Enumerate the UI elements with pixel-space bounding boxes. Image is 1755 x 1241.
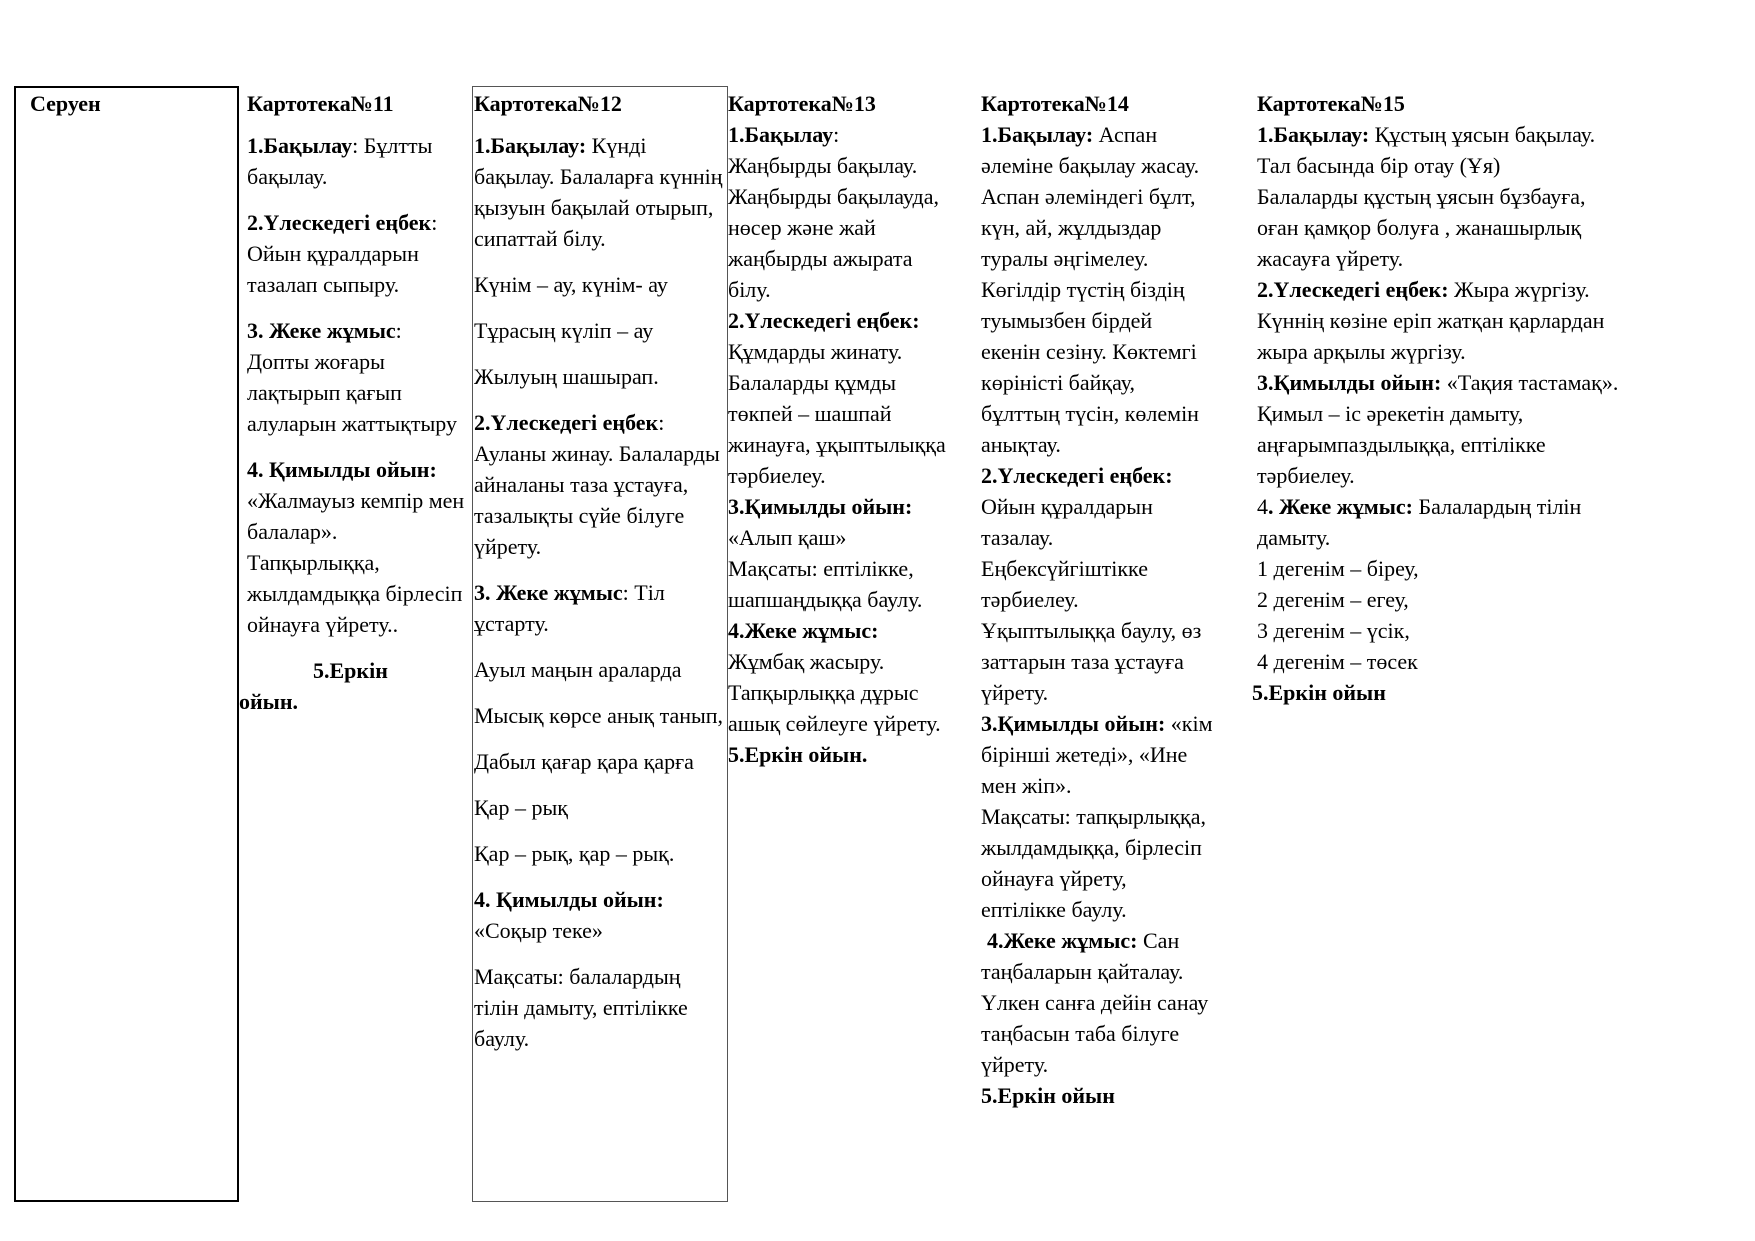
card-line: 2.Үлескедегі еңбек: Жыра жүргізу. — [1257, 277, 1590, 302]
card-line: 5.Еркін ойын — [981, 1083, 1115, 1108]
card-paragraph: 4. Қимылды ойын: «Соқыр теке» — [474, 887, 664, 943]
card-line: аңғарымпаздылыққа, ептілікке — [1257, 432, 1546, 457]
card-paragraph: Мысық көрсе анық танып, — [474, 703, 724, 728]
card-line: нөсер және жай — [728, 215, 876, 240]
card-title: Картотека№12 — [474, 91, 622, 116]
card-line: 4. Жеке жұмыс: Балалардың тілін — [1257, 494, 1582, 519]
card-line: 3.Қимылды ойын: «Тақия тастамақ». — [1257, 370, 1619, 395]
card-line: үйрету. — [981, 680, 1049, 705]
card-paragraph: Тұрасың күліп – ау — [474, 318, 654, 343]
card-line: Күннің көзіне еріп жатқан қарлардан — [1257, 308, 1605, 333]
card-title: Картотека№14 — [981, 91, 1129, 116]
card-line: бірінші жетеді», «Ине — [981, 742, 1188, 767]
card-lines — [981, 119, 1257, 1111]
card-paragraph: Ауыл маңын араларда — [474, 657, 682, 682]
card-line: таңбаларын қайталау. — [981, 959, 1184, 984]
card-11 — [239, 88, 469, 717]
card-line: дамыту. — [1257, 525, 1331, 550]
card-line: 4.Жеке жұмыс: — [728, 618, 879, 643]
card-line: 4.Жеке жұмыс: Сан — [987, 928, 1180, 953]
card-line: туралы әңгімелеу. — [981, 246, 1149, 271]
card-line: 2.Үлескедегі еңбек: — [728, 308, 920, 333]
card-line: Балаларды құстың ұясын бұзбауға, — [1257, 184, 1586, 209]
card-13 — [728, 88, 980, 770]
card-paragraph: Қар – рық — [474, 795, 568, 820]
card-lines — [1252, 119, 1677, 708]
card-line: Құмдарды жинату. — [728, 339, 903, 364]
card-line: туымызбен бірдей — [981, 308, 1153, 333]
card-line: Жаңбырды бақылауда, — [728, 184, 939, 209]
card-14 — [981, 88, 1257, 1111]
card-line: көріністі байқау, — [981, 370, 1136, 395]
card-12 — [474, 88, 728, 1054]
row-header-cell — [14, 86, 239, 1202]
card-line: 1 дегенім – біреу, — [1257, 556, 1419, 581]
card-line: білу. — [728, 277, 771, 302]
card-line: Тал басында бір отау (Ұя) — [1257, 153, 1501, 178]
card-item: 1.Бақылау: Бұлтты бақылау. — [247, 133, 433, 189]
card-line: Үлкен санға дейін санау — [981, 990, 1209, 1015]
card-line: жасауға үйрету. — [1257, 246, 1404, 271]
card-line: 4 дегенім – төсек — [1257, 649, 1418, 674]
card-line: екенін сезіну. Көктемгі — [981, 339, 1197, 364]
card-item: 4. Қимылды ойын: «Жалмауыз кемпір мен балалар». Тапқырлыққа, жылдамдыққа бірлесіп ойнауға үйрету.. — [247, 457, 465, 637]
card-line: 5.Еркін ойын — [1252, 680, 1386, 705]
row-header — [30, 88, 230, 119]
card-paragraph: 3. Жеке жұмыс: Тіл ұстарту. — [474, 580, 665, 636]
card-lines — [728, 119, 980, 770]
card-line: тазалау. — [981, 525, 1054, 550]
card-line: тәрбиелеу. — [981, 587, 1079, 612]
card-line: Ойын құралдарын — [981, 494, 1153, 519]
card-title: Картотека№15 — [1257, 91, 1405, 116]
card-line: 3.Қимылды ойын: — [728, 494, 913, 519]
card-title: Картотека№13 — [728, 91, 876, 116]
card-line: заттарын таза ұстауға — [981, 649, 1184, 674]
card-line: таңбасын таба білуге — [981, 1021, 1180, 1046]
card-paragraph: Күнім – ау, күнім- ау — [474, 272, 668, 297]
card-line: Көгілдір түстің біздің — [981, 277, 1185, 302]
card-line: 1.Бақылау: — [728, 122, 840, 147]
card-line: Мақсаты: ептілікке, — [728, 556, 914, 581]
card-line: 3.Қимылды ойын: «кім — [981, 711, 1213, 736]
card-line: Қимыл – іс әрекетін дамыту, — [1257, 401, 1524, 426]
card-line: Балаларды құмды — [728, 370, 897, 395]
card-paragraph: Жылуың шашырап. — [474, 364, 659, 389]
card-title: Картотека№11 — [247, 91, 394, 116]
card-line: мен жіп». — [981, 773, 1072, 798]
card-item: 2.Үлескедегі еңбек: Ойын құралдарын тазалап сыпыру. — [247, 210, 438, 297]
card-paragraph: 1.Бақылау: Күнді бақылау. Балаларға күннің қызуын бақылай отырып, сипаттай білу. — [474, 133, 723, 251]
card-line: Ұқыптылыққа баулу, өз — [981, 618, 1202, 643]
card-line: жаңбырды ажырата — [728, 246, 913, 271]
card-line: Жұмбақ жасыру. — [728, 649, 885, 674]
card-line: Тапқырлыққа дұрыс — [728, 680, 919, 705]
card-paragraph: Қар – рық, қар – рық. — [474, 841, 675, 866]
card-15 — [1252, 88, 1677, 708]
card-line: Аспан әлеміндегі бұлт, — [981, 184, 1196, 209]
card-line: тәрбиелеу. — [728, 463, 826, 488]
card-line: 2.Үлескедегі еңбек: — [981, 463, 1173, 488]
row-header-text: Серуен — [30, 91, 101, 116]
card-item: 5.Еркін ойын. — [239, 658, 388, 714]
card-line: 1.Бақылау: Құстың ұясын бақылау. — [1257, 122, 1596, 147]
card-line: бұлттың түсін, көлемін — [981, 401, 1199, 426]
card-line: ептілікке баулу. — [981, 897, 1127, 922]
card-line: шапшаңдыққа баулу. — [728, 587, 923, 612]
card-paragraph: Дабыл қағар қара қарға — [474, 749, 694, 774]
card-line: Еңбексүйгіштікке — [981, 556, 1148, 581]
card-line: 2 дегенім – егеу, — [1257, 587, 1409, 612]
card-line: 5.Еркін ойын. — [728, 742, 868, 767]
card-line: үйрету. — [981, 1052, 1049, 1077]
card-line: жинауға, ұқыптылыққа — [728, 432, 946, 457]
card-line: жыра арқылы жүргізу. — [1257, 339, 1466, 364]
card-line: Мақсаты: тапқырлыққа, — [981, 804, 1206, 829]
card-line: Жаңбырды бақылау. — [728, 153, 918, 178]
card-line: жылдамдыққа, бірлесіп — [981, 835, 1202, 860]
card-line: 3 дегенім – үсік, — [1257, 618, 1410, 643]
card-line: оған қамқор болуға , жанашырлық — [1257, 215, 1582, 240]
card-line: төкпей – шашпай — [728, 401, 892, 426]
card-line: тәрбиелеу. — [1257, 463, 1355, 488]
card-line: 1.Бақылау: Аспан — [981, 122, 1158, 147]
card-line: ойнауға үйрету, — [981, 866, 1127, 891]
card-line: күн, ай, жұлдыздар — [981, 215, 1162, 240]
card-item: 3. Жеке жұмыс: Допты жоғары лақтырып қағып алуларын жаттықтыру — [247, 318, 457, 436]
card-line: әлеміне бақылау жасау. — [981, 153, 1200, 178]
card-line: ашық сөйлеуге үйрету. — [728, 711, 941, 736]
card-paragraph: 2.Үлескедегі еңбек: Ауланы жинау. Балаларды айналаны таза ұстауға, тазалықты сүйе білуге үйрету. — [474, 410, 720, 559]
card-line: анықтау. — [981, 432, 1061, 457]
card-line: «Алып қаш» — [728, 525, 847, 550]
card-paragraph: Мақсаты: балалардың тілін дамыту, ептілікке баулу. — [474, 964, 688, 1051]
